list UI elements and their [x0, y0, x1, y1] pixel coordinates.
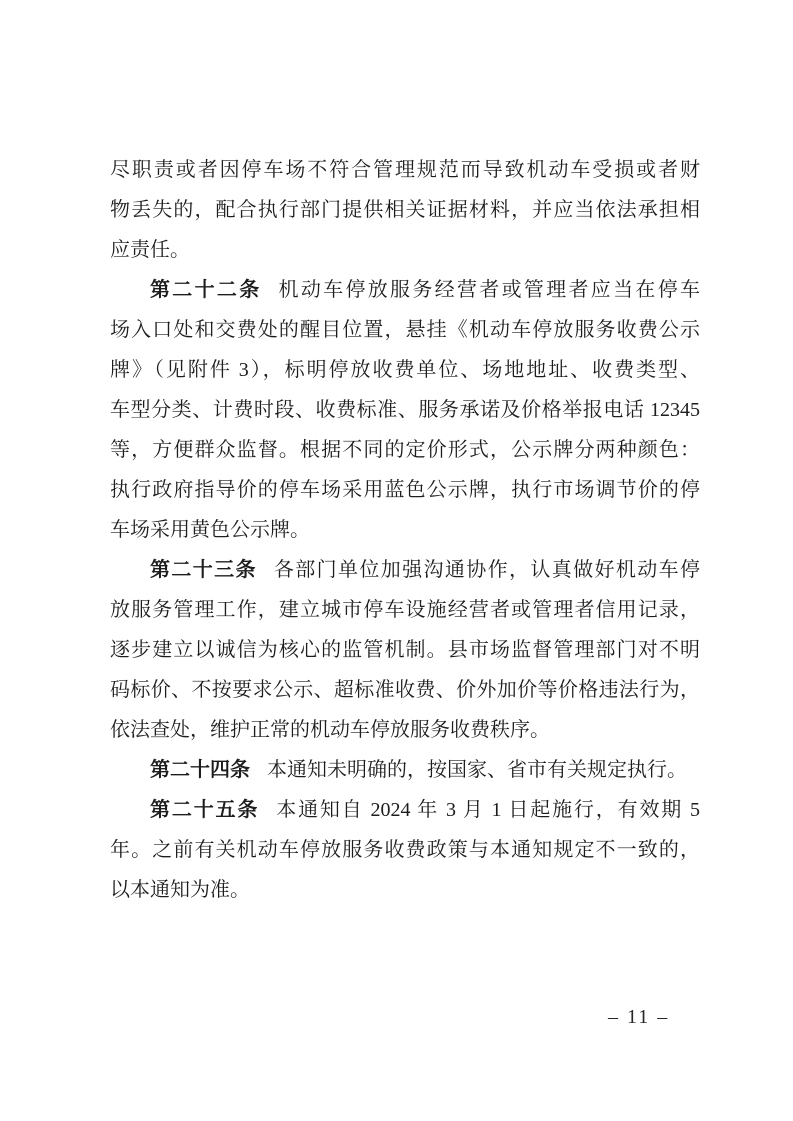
document-line: 车场采用黄色公示牌。 [110, 519, 310, 541]
document-line: 第二十四条 本通知未明确的，按国家、省市有关规定执行。 [150, 759, 687, 781]
document-line: 等，方便群众监督。根据不同的定价形式，公示牌分两种颜色： [110, 439, 700, 461]
document-line: 年。之前有关机动车停放服务收费政策与本通知规定不一致的， [110, 839, 700, 861]
document-line: 逐步建立以诚信为核心的监管机制。县市场监督管理部门对不明 [110, 639, 700, 661]
document-line: 码标价、不按要求公示、超标准收费、价外加价等价格违法行为， [110, 679, 700, 701]
document-line: 应责任。 [110, 239, 190, 261]
article-number: 第二十五条 [150, 799, 260, 821]
document-line: 依法查处，维护正常的机动车停放服务收费秩序。 [110, 719, 550, 741]
document-line: 车型分类、计费时段、收费标准、服务承诺及价格举报电话 12345 [110, 399, 700, 421]
document-line: 尽职责或者因停车场不符合管理规范而导致机动车受损或者财 [110, 159, 700, 181]
document-line: 第二十五条 本通知自 2024 年 3 月 1 日起施行，有效期 5 [150, 799, 701, 821]
document-body [110, 150, 700, 910]
article-number: 第二十三条 [150, 559, 257, 581]
document-line: 第二十三条 各部门单位加强沟通协作，认真做好机动车停 [150, 559, 700, 581]
document-line: 第二十二条 机动车停放服务经营者或管理者应当在停车 [150, 279, 701, 301]
document-line: 放服务管理工作，建立城市停车设施经营者或管理者信用记录， [110, 599, 700, 621]
page-number: – 11 – [608, 1006, 670, 1028]
document-line: 牌》（见附件 3），标明停放收费单位、场地地址、收费类型、 [110, 359, 700, 381]
article-number: 第二十四条 [150, 759, 250, 781]
document-line: 以本通知为准。 [110, 879, 250, 901]
document-line: 执行政府指导价的停车场采用蓝色公示牌，执行市场调节价的停 [110, 479, 700, 501]
document-line: 物丢失的，配合执行部门提供相关证据材料，并应当依法承担相 [110, 199, 700, 221]
article-number: 第二十二条 [150, 279, 262, 301]
document-line: 场入口处和交费处的醒目位置，悬挂《机动车停放服务收费公示 [110, 319, 700, 341]
